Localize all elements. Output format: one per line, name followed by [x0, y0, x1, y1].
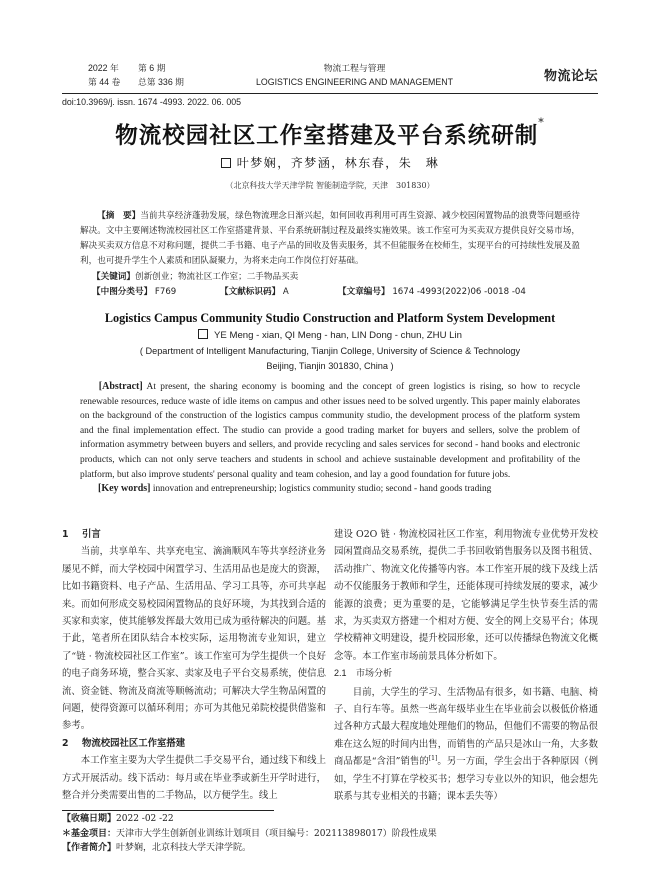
received-value: 2022 -02 -22 [116, 814, 174, 824]
issue-info [88, 61, 184, 89]
doc-code-value: A [282, 287, 289, 297]
section-2-paragraph: 本工作室主要为大学生提供二手交易平台，通过线下和线上方式开展活动。线下活动：每月或在毕业季或新生开学时进行，整合并分类需要出售的二手物品，以方便学生。线上 [62, 755, 326, 802]
footnotes [62, 812, 598, 856]
abstract-en-text: At present, the sharing economy is booming and the concept of green logistics is rising, so how to recycle renewable resources, reduce waste of idle items on campus and other issues need to be solved urgently. This paper mainly elaborates on the background of the construction of the logistics campus community studio, the development process of the platform system and the final implementation effect. The studio can provide a good trading market for buyers and sellers, solve the problem of information asymmetry between buyers and sellers, and provide recycling and sales services for second - hand books and electronic products, which can not only serve teachers and students in school and achieve sustainable development and profitability of the platform, but also improve students' personal quality and team cohesion, and lay a good foundation for future jobs. [80, 382, 580, 480]
year: 2022 年 [88, 63, 119, 73]
subsection-text-b: 。另一方面，学生会出于各种原因（例如，学生不打算在学校买书；想学习专业以外的知识，他会想先联系与其专业相关的书籍；课本丢失等） [334, 756, 598, 803]
issue: 第 6 期 [138, 63, 166, 73]
author-box-icon [221, 158, 231, 168]
english-title: Logistics Campus Community Studio Construction and Platform System Development [104, 311, 556, 325]
body-right-column [334, 526, 598, 806]
section-2-title: 物流校园社区工作室搭建 [82, 737, 186, 749]
keywords-en-text: innovation and entrepreneurship; logistics community studio; second - hand goods trading [152, 484, 492, 495]
abstract-en [80, 380, 580, 482]
subsection-text-a: 目前，大学生的学习、生活物品有很多，如书籍、电脑、椅子、自行车等。虽然一些高年级毕业生在毕业前会以极低价格通过各种方式最大程度地处理他们的物品，但他们不需要的物品很难在这么短的时间内出售，而销售的产品只是冰山一角，大多数商品都是“含泪”销售的 [334, 686, 598, 768]
classification-line [80, 285, 580, 300]
title-text: 物流校园社区工作室搭建及平台系统研制 [115, 123, 539, 149]
citation-ref[interactable]: [1] [428, 755, 438, 763]
author-box-icon [198, 329, 208, 339]
paper-title [62, 118, 598, 150]
journal-name [237, 61, 472, 89]
article-no-label: 【文章编号】 [338, 287, 390, 297]
author-bio [62, 841, 598, 856]
subsection-title: 市场分析 [356, 669, 393, 680]
authors [62, 154, 598, 171]
running-header [62, 60, 598, 94]
journal-name-en: LOGISTICS ENGINEERING AND MANAGEMENT [256, 77, 453, 87]
subsection-2-1-paragraph [334, 684, 598, 806]
doc-code-label: 【文献标识码】 [220, 287, 281, 297]
keywords-cn-text: 创新创业；物流社区工作室；二手物品买卖 [134, 272, 299, 282]
fund-project [62, 827, 598, 842]
abstract-cn [80, 209, 580, 269]
affiliation: （北京科技大学天津学院 智能制造学院，天津 301830） [225, 181, 435, 190]
keywords-en [80, 482, 580, 497]
title-footnote-mark: * [538, 116, 545, 129]
section-2-paragraph-continued: 建设 O2O 链 · 物流校园社区工作室，利用物流专业优势开发校园闲置商品交易系统，提供二手书回收销售服务以及图书租赁、活动推广、物流文化传播等内容。本工作室开展的线下及线上活动不仅能服务于教师和学生，还能体现可持续发展的要求，减少能源的浪费；更为重要的是，它能够满足学生快节奏生活的需求，为买卖双方搭建一个相对方便、安全的网上交易平台；体现学校精神文明建设，提升校园形象，还可以传播绿色物流文化概念等。本工作室市场前景具体分析如下。 [334, 529, 598, 662]
section-1-heading [62, 526, 326, 543]
front-matter [80, 209, 580, 497]
english-affiliation-line2: Beijing, Tianjin 301830, China ) [266, 361, 394, 371]
section-2-heading [62, 735, 326, 752]
keywords-cn-label: 【关键词】 [92, 272, 135, 282]
subsection-2-1-heading [334, 665, 598, 683]
section-1-title: 引言 [82, 529, 101, 540]
fund-label: ＊基金项目： [62, 828, 117, 839]
body-left-column [62, 526, 326, 805]
received-label: 【收稿日期】 [62, 814, 117, 824]
volume: 第 44 卷 [88, 77, 121, 87]
footnote-divider [62, 810, 274, 811]
clc-label: 【中图分类号】 [92, 287, 153, 297]
abstract-cn-text: 当前共享经济蓬勃发展，绿色物流理念日渐兴起，如何回收再利用可再生资源、减少校园闲置物品的浪费等问题亟待解决。文中主要阐述物流校园社区工作室搭建背景、平台系统研制过程及最终实施效果。该工作室可为买卖双方提供良好交易市场，解决买卖双方信息不对称问题，提供二手书籍、电子产品的回收及售卖服务，其不但能服务在校师生，实现平台的可持续性发展及盈利，也可提升学生个人素质和团队凝聚力，为将来走向工作岗位打好基础。 [80, 211, 580, 266]
keywords-en-label: [Key words] [98, 483, 151, 495]
english-authors [80, 328, 580, 343]
english-author-list: YE Meng - xian, QI Meng - han, LIN Dong - chun, ZHU Lin [214, 330, 462, 341]
author-bio-value: 叶梦娴，北京科技大学天津学院。 [116, 843, 252, 853]
english-affiliation-line1: ( Department of Intelligent Manufacturing, Tianjin College, University of Science & Technology [139, 346, 521, 356]
journal-name-cn: 物流工程与管理 [323, 63, 386, 73]
section-1-number: 1 [62, 529, 69, 540]
keywords-cn [80, 270, 580, 285]
author-bio-label: 【作者简介】 [62, 843, 117, 853]
total-issue: 总第 336 期 [138, 77, 184, 87]
column-name: 物流论坛 [543, 69, 598, 84]
article-no-value: 1674 -4993(2022)06 -0018 -04 [392, 287, 526, 297]
doi: doi:10.3969/j. issn. 1674 -4993. 2022. 06. 005 [62, 97, 242, 107]
abstract-cn-label: 【摘 要】 [97, 211, 141, 221]
english-affiliation [80, 344, 580, 374]
subsection-number: 2.1 [334, 668, 347, 679]
author-list: 叶梦娴，齐梦涵，林东春，朱 琳 [236, 156, 440, 170]
section-2-number: 2 [62, 737, 69, 749]
abstract-en-label: [Abstract] [98, 381, 143, 392]
section-1-paragraph: 当前，共享单车、共享充电宝、滴滴顺风车等共享经济业务屡见不鲜，而大学校园中闲置学习、生活用品也是庞大的资源，比如书籍资料、电子产品、生活用品、学习工具等，亦可共享起来。而如何形成交易校园闲置物品的良好环境，为其找到合适的买家和卖家，使其能够发挥最大效用已成为亟待解决的问题。基于此，笔者所在团队结合本校实际，运用物流专业知识，建立了“链 · 物流校园社区工作室”。该工作室可为学生提供一个良好的电子商务环境，整合买家、卖家及电子平台交易系统，使信息流、资金链、物流及商流等顺畅流动；可解决大学生物品闲置的问题，使得资源可以循环利用；亦可为其他兄弟院校提供借鉴和参考。 [62, 546, 326, 732]
clc-value: F769 [154, 287, 177, 297]
fund-value: 天津市大学生创新创业训练计划项目（项目编号：202113898017）阶段性成果 [116, 828, 437, 839]
received-date [62, 812, 598, 827]
